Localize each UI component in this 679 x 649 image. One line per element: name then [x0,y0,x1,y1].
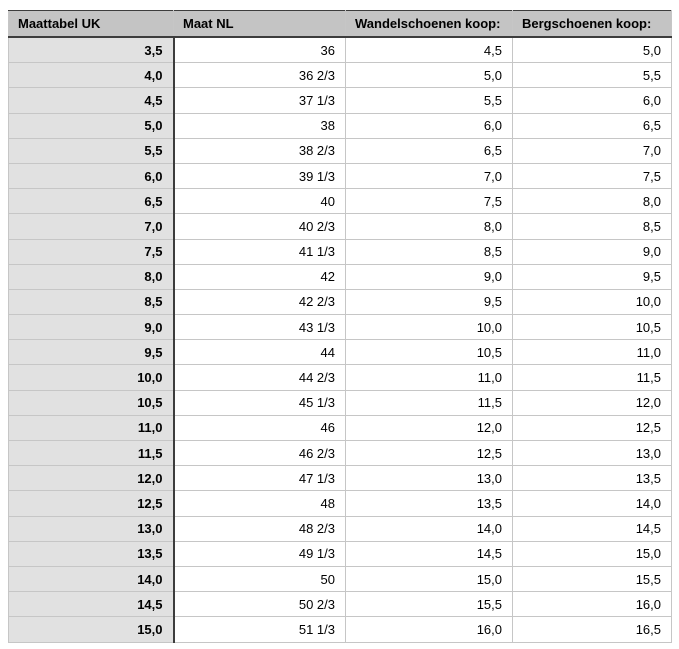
wandelschoenen-cell: 14,0 [346,516,513,541]
bergschoenen-cell: 13,5 [513,466,672,491]
bergschoenen-cell: 5,5 [513,63,672,88]
wandelschoenen-cell: 10,0 [346,315,513,340]
bergschoenen-cell: 12,0 [513,390,672,415]
table-row [9,88,672,113]
nl-size-cell: 45 1/3 [174,390,346,415]
uk-size-cell: 4,5 [9,88,174,113]
bergschoenen-cell: 5,0 [513,37,672,63]
bergschoenen-cell: 15,0 [513,541,672,566]
wandelschoenen-cell: 11,5 [346,390,513,415]
nl-size-cell: 49 1/3 [174,541,346,566]
wandelschoenen-cell: 14,5 [346,541,513,566]
table-row [9,415,672,440]
wandelschoenen-cell: 15,0 [346,566,513,591]
nl-size-cell: 48 2/3 [174,516,346,541]
uk-size-cell: 14,5 [9,592,174,617]
bergschoenen-cell: 6,5 [513,113,672,138]
nl-size-cell: 50 2/3 [174,592,346,617]
nl-size-cell: 38 [174,113,346,138]
bergschoenen-cell: 15,5 [513,566,672,591]
uk-size-cell: 3,5 [9,37,174,63]
wandelschoenen-cell: 9,0 [346,264,513,289]
nl-size-cell: 41 1/3 [174,239,346,264]
table-row [9,441,672,466]
column-header-maat-nl: Maat NL [174,11,346,38]
table-row [9,340,672,365]
nl-size-cell: 38 2/3 [174,138,346,163]
bergschoenen-cell: 14,0 [513,491,672,516]
table-row [9,566,672,591]
wandelschoenen-cell: 15,5 [346,592,513,617]
bergschoenen-cell: 10,5 [513,315,672,340]
wandelschoenen-cell: 4,5 [346,37,513,63]
table-row [9,264,672,289]
uk-size-cell: 11,5 [9,441,174,466]
bergschoenen-cell: 9,5 [513,264,672,289]
table-row [9,37,672,63]
wandelschoenen-cell: 10,5 [346,340,513,365]
bergschoenen-cell: 7,5 [513,163,672,188]
nl-size-cell: 42 2/3 [174,289,346,314]
nl-size-cell: 50 [174,566,346,591]
nl-size-cell: 51 1/3 [174,617,346,642]
uk-size-cell: 10,0 [9,365,174,390]
table-row [9,163,672,188]
table-row [9,63,672,88]
uk-size-cell: 5,5 [9,138,174,163]
nl-size-cell: 46 2/3 [174,441,346,466]
table-row [9,189,672,214]
nl-size-cell: 37 1/3 [174,88,346,113]
nl-size-cell: 44 [174,340,346,365]
uk-size-cell: 12,0 [9,466,174,491]
uk-size-cell: 13,5 [9,541,174,566]
bergschoenen-cell: 10,0 [513,289,672,314]
table-row [9,390,672,415]
wandelschoenen-cell: 5,5 [346,88,513,113]
bergschoenen-cell: 9,0 [513,239,672,264]
uk-size-cell: 7,0 [9,214,174,239]
column-header-wandelschoenen: Wandelschoenen koop: [346,11,513,38]
nl-size-cell: 40 [174,189,346,214]
nl-size-cell: 40 2/3 [174,214,346,239]
bergschoenen-cell: 6,0 [513,88,672,113]
uk-size-cell: 10,5 [9,390,174,415]
nl-size-cell: 48 [174,491,346,516]
table-row [9,466,672,491]
wandelschoenen-cell: 7,5 [346,189,513,214]
table-row [9,239,672,264]
uk-size-cell: 4,0 [9,63,174,88]
bergschoenen-cell: 7,0 [513,138,672,163]
table-row [9,617,672,642]
nl-size-cell: 47 1/3 [174,466,346,491]
header-row [9,11,672,38]
bergschoenen-cell: 8,0 [513,189,672,214]
bergschoenen-cell: 8,5 [513,214,672,239]
table-row [9,289,672,314]
uk-size-cell: 13,0 [9,516,174,541]
wandelschoenen-cell: 8,5 [346,239,513,264]
uk-size-cell: 12,5 [9,491,174,516]
nl-size-cell: 43 1/3 [174,315,346,340]
bergschoenen-cell: 16,0 [513,592,672,617]
table-row [9,516,672,541]
bergschoenen-cell: 12,5 [513,415,672,440]
wandelschoenen-cell: 7,0 [346,163,513,188]
wandelschoenen-cell: 8,0 [346,214,513,239]
table-row [9,214,672,239]
wandelschoenen-cell: 5,0 [346,63,513,88]
wandelschoenen-cell: 6,0 [346,113,513,138]
wandelschoenen-cell: 9,5 [346,289,513,314]
column-header-bergschoenen: Bergschoenen koop: [513,11,672,38]
wandelschoenen-cell: 6,5 [346,138,513,163]
wandelschoenen-cell: 12,0 [346,415,513,440]
wandelschoenen-cell: 16,0 [346,617,513,642]
uk-size-cell: 8,5 [9,289,174,314]
nl-size-cell: 36 2/3 [174,63,346,88]
table-row [9,592,672,617]
table-row [9,315,672,340]
bergschoenen-cell: 16,5 [513,617,672,642]
wandelschoenen-cell: 12,5 [346,441,513,466]
size-conversion-table [8,10,672,643]
table-row [9,113,672,138]
column-header-maattabel-uk: Maattabel UK [9,11,174,38]
wandelschoenen-cell: 11,0 [346,365,513,390]
table-body [9,37,672,642]
uk-size-cell: 6,5 [9,189,174,214]
nl-size-cell: 42 [174,264,346,289]
bergschoenen-cell: 11,0 [513,340,672,365]
table-row [9,365,672,390]
uk-size-cell: 14,0 [9,566,174,591]
bergschoenen-cell: 11,5 [513,365,672,390]
uk-size-cell: 11,0 [9,415,174,440]
wandelschoenen-cell: 13,5 [346,491,513,516]
nl-size-cell: 44 2/3 [174,365,346,390]
bergschoenen-cell: 14,5 [513,516,672,541]
bergschoenen-cell: 13,0 [513,441,672,466]
nl-size-cell: 36 [174,37,346,63]
uk-size-cell: 9,0 [9,315,174,340]
uk-size-cell: 15,0 [9,617,174,642]
wandelschoenen-cell: 13,0 [346,466,513,491]
table-row [9,138,672,163]
table-row [9,491,672,516]
nl-size-cell: 46 [174,415,346,440]
uk-size-cell: 7,5 [9,239,174,264]
uk-size-cell: 9,5 [9,340,174,365]
nl-size-cell: 39 1/3 [174,163,346,188]
table-row [9,541,672,566]
uk-size-cell: 6,0 [9,163,174,188]
uk-size-cell: 8,0 [9,264,174,289]
uk-size-cell: 5,0 [9,113,174,138]
